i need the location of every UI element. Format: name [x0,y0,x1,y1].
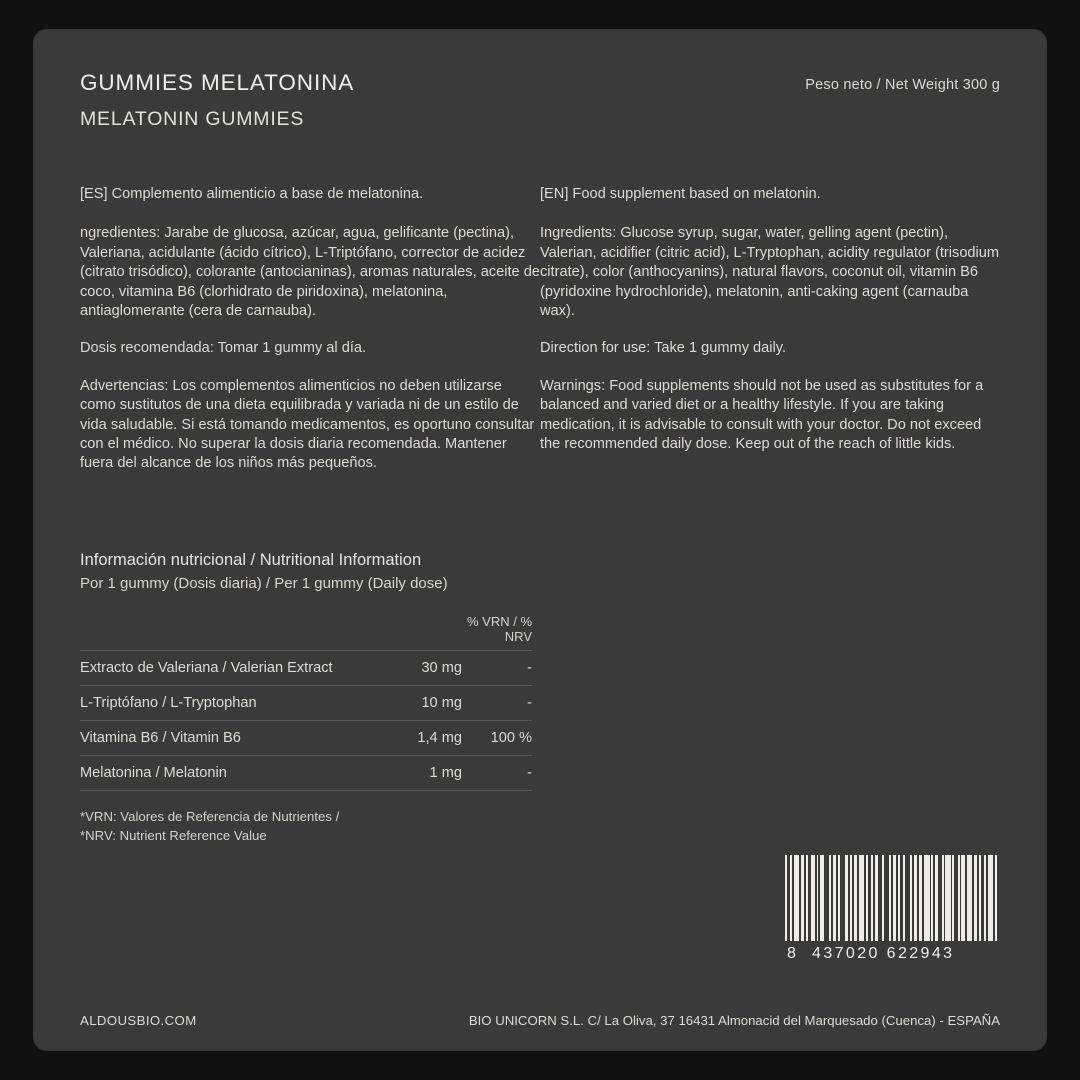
net-weight: Peso neto / Net Weight 300 g [805,77,1000,93]
barcode-bars [785,855,1000,941]
table-row [80,685,532,720]
footnote-en: *NRV: Nutrient Reference Value [80,827,267,843]
nutrient-amount: 1 mg [352,755,462,790]
english-ingredients: Ingredients: Glucose syrup, sugar, water, gelling agent (pectin), Valerian, acidifier (citric acid), L-Tryptophan, acidity regulator (trisodium citrate), color (anthocyanins), natural flavors, coconut oil, vitamin B6 (pyridoxine hydrochloride), melatonin, anti-caking agent (carnauba wax). [540,225,1000,320]
nutrition-title: Información nutricional / Nutritional Information [80,550,422,569]
nutrient-name: Extracto de Valeriana / Valerian Extract [80,650,352,685]
nutrition-footnotes [80,807,1000,845]
nutrient-nrv: - [462,650,532,685]
spanish-ingredients: ngredientes: Jarabe de glucosa, azúcar, agua, gelificante (pectina), Valeriana, acidulante (ácido cítrico), L-Triptófano, corrector de acidez (citrato trisódico), colorante (antocianinas), aromas naturales, aceite de coco, vitamina B6 (clorhidrato de piridoxina), melatonina, antiaglomerante (cera de carnauba). [80,225,540,320]
table-header-row [80,614,532,651]
product-label-panel [33,29,1047,1051]
barcode-digit-main: 437020 622943 [812,945,955,962]
spanish-intro: [ES] Complemento alimenticio a base de melatonina. [80,186,424,202]
table-row [80,720,532,755]
nutrient-name: L-Triptófano / L-Tryptophan [80,685,352,720]
label-header [80,71,1000,167]
nutrient-nrv: - [462,685,532,720]
table-row [80,755,532,790]
column-header-nrv: % VRN / % NRV [466,613,532,644]
nutrient-name: Vitamina B6 / Vitamin B6 [80,720,352,755]
column-header-name [80,614,352,651]
barcode-digit-prefix: 8 [787,945,799,962]
page-subtitle: MELATONIN GUMMIES [80,107,305,130]
nutrition-table [80,614,532,791]
english-column [540,185,1000,492]
nutrient-amount: 30 mg [352,650,462,685]
spanish-dosage: Dosis recomendada: Tomar 1 gummy al día. [80,340,367,357]
table-row [80,650,532,685]
company-address: BIO UNICORN S.L. C/ La Oliva, 37 16431 Almonacid del Marquesado (Cuenca) - ESPAÑA [468,1013,1000,1028]
nutrient-name: Melatonina / Melatonin [80,755,352,790]
nutrient-amount: 1,4 mg [352,720,462,755]
spanish-warnings: Advertencias: Los complementos alimenticios no deben utilizarse como sustitutos de una dieta equilibrada y variada ni de un estilo de vida saludable. Si está tomando medicamentos, es oportuno consultar con el médico. No superar la dosis diaria recomendada. Mantener fuera del alcance de los niños más pequeños. [80,377,535,472]
nutrient-amount: 10 mg [352,685,462,720]
page-title: GUMMIES MELATONINA [80,70,355,95]
nutrient-nrv: - [462,755,532,790]
nutrition-subtitle: Por 1 gummy (Dosis diaria) / Per 1 gummy (Daily dose) [80,575,448,593]
english-warnings: Warnings: Food supplements should not be used as substitutes for a balanced and varied diet or a healthy lifestyle. If you are taking medication, it is advisable to consult with your doctor. Do not exceed the recommended daily dose. Keep out of the reach of little kids. [540,377,984,453]
column-header-amount [352,614,462,651]
website-link[interactable]: ALDOUSBIO.COM [80,1013,197,1028]
footnote-es: *VRN: Valores de Referencia de Nutrientes / [80,808,340,824]
description-columns [80,185,1000,492]
spanish-column [80,185,540,492]
english-dosage: Direction for use: Take 1 gummy daily. [540,340,787,357]
english-intro: [EN] Food supplement based on melatonin. [540,186,821,202]
nutrition-section [80,550,1000,845]
nutrient-nrv: 100 % [462,720,532,755]
barcode [785,855,1000,963]
barcode-digits [785,945,1000,963]
